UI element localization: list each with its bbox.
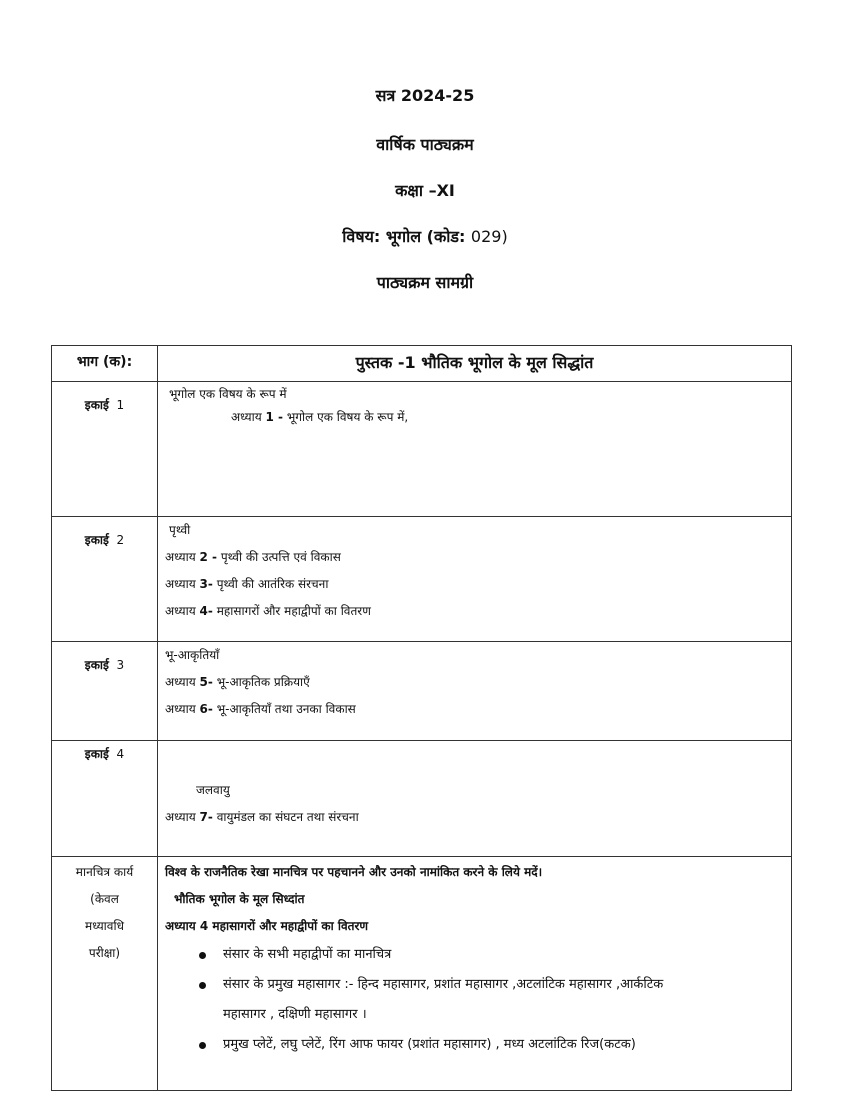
unit-row [52,642,792,741]
chapter-title: पृथ्वी की उत्पत्ति एवं विकास [217,550,341,564]
unit-number: 2 [116,533,125,547]
unit-number: 3 [116,658,125,672]
unit-number: 4 [116,747,125,761]
chapter-line [165,696,791,723]
unit-topic: भूगोल एक विषय के रूप में [169,387,287,401]
unit-word: इकाई [84,658,109,672]
chapter-title: भू-आकृतियाँ तथा उनका विकास [212,702,356,716]
syllabus-table [51,345,792,1091]
list-item-text: महासागर , दक्षिणी महासागर । [223,1007,367,1022]
subject-prefix: विषय: भूगोल (कोड: [342,227,471,246]
map-work-content [158,857,792,1091]
unit-row [52,517,792,642]
map-work-chapter: अध्याय 4 महासागरों और महाद्वीपों का वितरण [165,919,369,933]
chapter-title: पृथ्वी की आतंरिक संरचना [212,577,329,591]
unit-content [158,517,792,642]
part-label: भाग (क): [52,346,158,382]
subject-heading [0,225,850,247]
subject-code: 029) [470,227,508,246]
chapter-prefix: अध्याय [231,410,266,424]
bullet-icon [199,982,206,989]
unit-word: इकाई [84,747,109,761]
session-heading: सत्र 2024-25 [375,86,475,105]
chapter-prefix: अध्याय [165,702,200,716]
chapter-number: 7- [199,810,213,824]
map-work-list [165,940,791,1060]
list-item-text: प्रमुख प्लेटें, लघु प्लेटें, रिंग आफ फायर (प्रशांत महासागर) , मध्य अटलांटिक रिज(कटक) [223,1037,636,1052]
list-item-continuation [199,1000,791,1030]
bullet-icon [199,952,206,959]
map-work-label-line: मानचित्र कार्य [75,865,134,879]
chapter-number: 4- [199,604,213,618]
unit-label [52,382,158,517]
unit-content [158,642,792,741]
unit-row [52,741,792,857]
chapter-title: महासागरों और महाद्वीपों का वितरण [212,604,371,618]
chapter-line [165,804,791,831]
chapter-number: 3- [199,577,213,591]
map-work-label [52,857,158,1091]
chapter-line [165,598,791,625]
unit-word: इकाई [84,398,109,412]
chapter-line [165,571,791,598]
chapter-prefix: अध्याय [165,810,200,824]
bullet-icon [199,1042,206,1049]
unit-topic: भू-आकृतियाँ [165,648,220,662]
unit-content [158,741,792,857]
chapter-number: 2 - [199,550,218,564]
unit-label [52,741,158,857]
chapter-line [165,669,791,696]
class-heading: कक्षा –XI [395,181,455,200]
chapter-title: भूगोल एक विषय के रूप में, [283,410,409,424]
book-title: पुस्तक -1 भौतिक भूगोल के मूल सिद्धांत [158,346,792,382]
unit-content [158,382,792,517]
list-item [199,970,791,1000]
map-work-book: भौतिक भूगोल के मूल सिध्दांत [174,892,305,906]
map-work-row [52,857,792,1091]
chapter-prefix: अध्याय [165,550,200,564]
annual-syllabus-heading: वार्षिक पाठ्यक्रम [376,135,474,154]
map-work-label-line: मध्यावधि [85,919,124,933]
chapter-number: 5- [199,675,213,689]
list-item [199,1030,791,1060]
list-item [199,940,791,970]
unit-row [52,382,792,517]
table-header-row [52,346,792,382]
chapter-number: 1 - [265,410,284,424]
content-title: पाठ्यक्रम सामग्री [376,273,474,292]
map-work-label-line: (केवल [90,892,119,906]
chapter-line [165,406,791,428]
map-work-label-line: परीक्षा) [88,946,121,960]
unit-label [52,642,158,741]
chapter-prefix: अध्याय [165,577,200,591]
unit-word: इकाई [84,533,109,547]
unit-number: 1 [116,398,125,412]
chapter-prefix: अध्याय [165,675,200,689]
chapter-number: 6- [199,702,213,716]
list-item-text: संसार के प्रमुख महासागर :- हिन्द महासागर, प्रशांत महासागर ,अटलांटिक महासागर ,आर्कटिक [223,977,664,992]
map-work-intro: विश्व के राजनैतिक रेखा मानचित्र पर पहचानने और उनको नामांकित करने के लिये मदें। [165,865,543,879]
unit-topic: जलवायु [196,783,230,797]
unit-label [52,517,158,642]
chapter-title: भू-आकृतिक प्रक्रियाएँ [212,675,310,689]
unit-topic: पृथ्वी [169,523,191,537]
list-item-text: संसार के सभी महाद्वीपों का मानचित्र [223,947,392,962]
chapter-line [165,544,791,571]
chapter-prefix: अध्याय [165,604,200,618]
chapter-title: वायुमंडल का संघटन तथा संरचना [212,810,359,824]
